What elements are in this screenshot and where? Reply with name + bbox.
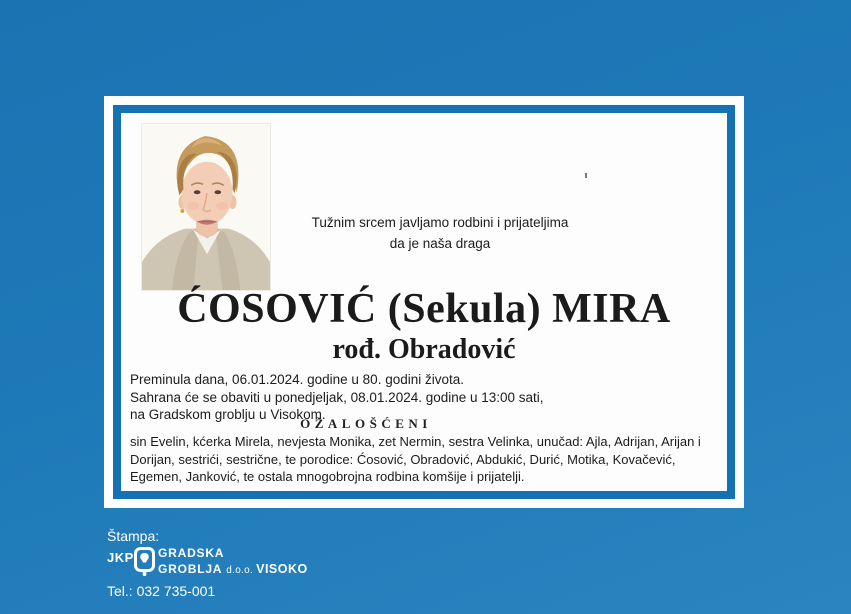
print-label: Štampa: <box>107 528 160 544</box>
mourners-list: sin Evelin, kćerka Mirela, nevjesta Monika, zet Nermin, sestra Velinka, unučad: Ajla, Adrijan, Arijan i Dorijan, sestrići, sestrične, te porodice: Ćosović, Obradović, Abdukić, Durić, Motika, Kovačević, Egemen, Janković, te ostala mnogobrojna rodbina komšije i prijatelji. <box>130 434 701 485</box>
mourners-heading: OŽALOŠĆENI <box>300 416 432 431</box>
maiden-name: rođ. Obradović <box>332 334 516 365</box>
company-prefix: JKP <box>107 550 134 565</box>
company-name-line2: GROBLJA <box>158 562 223 576</box>
phone-number: Tel.: 032 735-001 <box>107 583 216 599</box>
printer-info <box>107 528 367 599</box>
intro-text <box>200 212 680 254</box>
portrait-illustration <box>142 124 270 290</box>
company-city: VISOKO <box>256 562 308 576</box>
intro-line-2: da je naša draga <box>389 236 491 251</box>
death-date-line: Preminula dana, 06.01.2024. godine u 80. godini života. <box>130 372 464 387</box>
company-name <box>158 547 308 578</box>
scan-speck <box>585 173 587 178</box>
funeral-place-line: na Gradskom groblju u Visokom. <box>130 407 326 422</box>
company-name-line1: GRADSKA <box>158 546 225 560</box>
company-suffix: d.o.o. <box>226 565 254 576</box>
obituary-card <box>104 96 744 508</box>
deceased-name: ĆOSOVIĆ (Sekula) MIRA <box>177 286 671 332</box>
funeral-time-line: Sahrana će se obaviti u ponedjeljak, 08.01.2024. godine u 13:00 sati, <box>130 389 544 405</box>
portrait-photo <box>141 123 271 291</box>
obituary-card-frame <box>113 105 735 499</box>
intro-line-1: Tužnim srcem javljamo rodbini i prijateljima <box>311 215 569 230</box>
printer-logo-row <box>107 547 367 577</box>
cemetery-company-icon <box>134 547 155 577</box>
